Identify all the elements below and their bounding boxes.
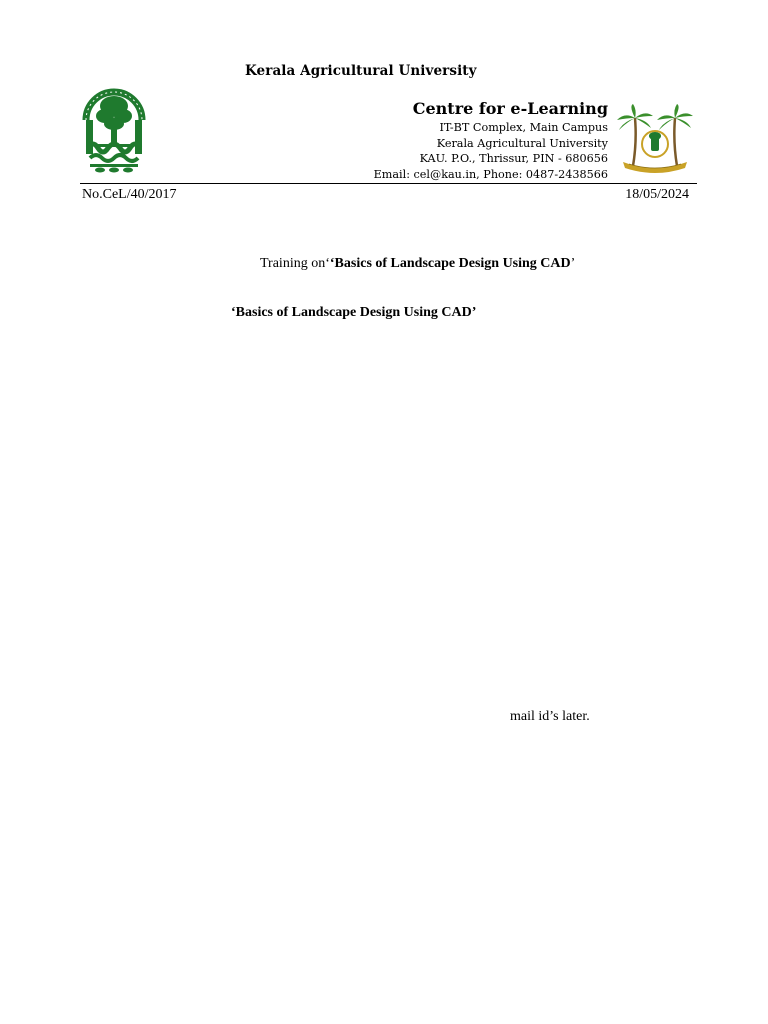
mail-note: mail id’s later. — [510, 709, 590, 724]
address-line: KAU. P.O., Thrissur, PIN - 680656 — [419, 152, 608, 165]
university-name: Kerala Agricultural University — [245, 63, 477, 79]
centre-title: Centre for e-Learning — [412, 99, 608, 118]
course-title: ‘Basics of Landscape Design Using CAD’ — [231, 305, 477, 320]
reference-number: No.CeL/40/2017 — [82, 187, 177, 202]
subject-prefix: Training on‘ — [260, 256, 330, 271]
contact-line: Email: cel@kau.in, Phone: 0487-2438566 — [373, 167, 608, 181]
header-divider — [80, 183, 697, 184]
letter-date: 18/05/2024 — [625, 187, 689, 202]
subject-line — [260, 256, 575, 272]
subject-suffix: ’ — [570, 256, 576, 271]
address-line: IT-BT Complex, Main Campus — [439, 121, 608, 134]
subject-title: ‘Basics of Landscape Design Using CAD — [329, 256, 571, 271]
address-line: Kerala Agricultural University — [436, 136, 608, 150]
centre-address-block — [374, 98, 608, 182]
kau-emblem-logo — [80, 76, 148, 174]
palm-trees-emblem-logo — [615, 104, 695, 174]
